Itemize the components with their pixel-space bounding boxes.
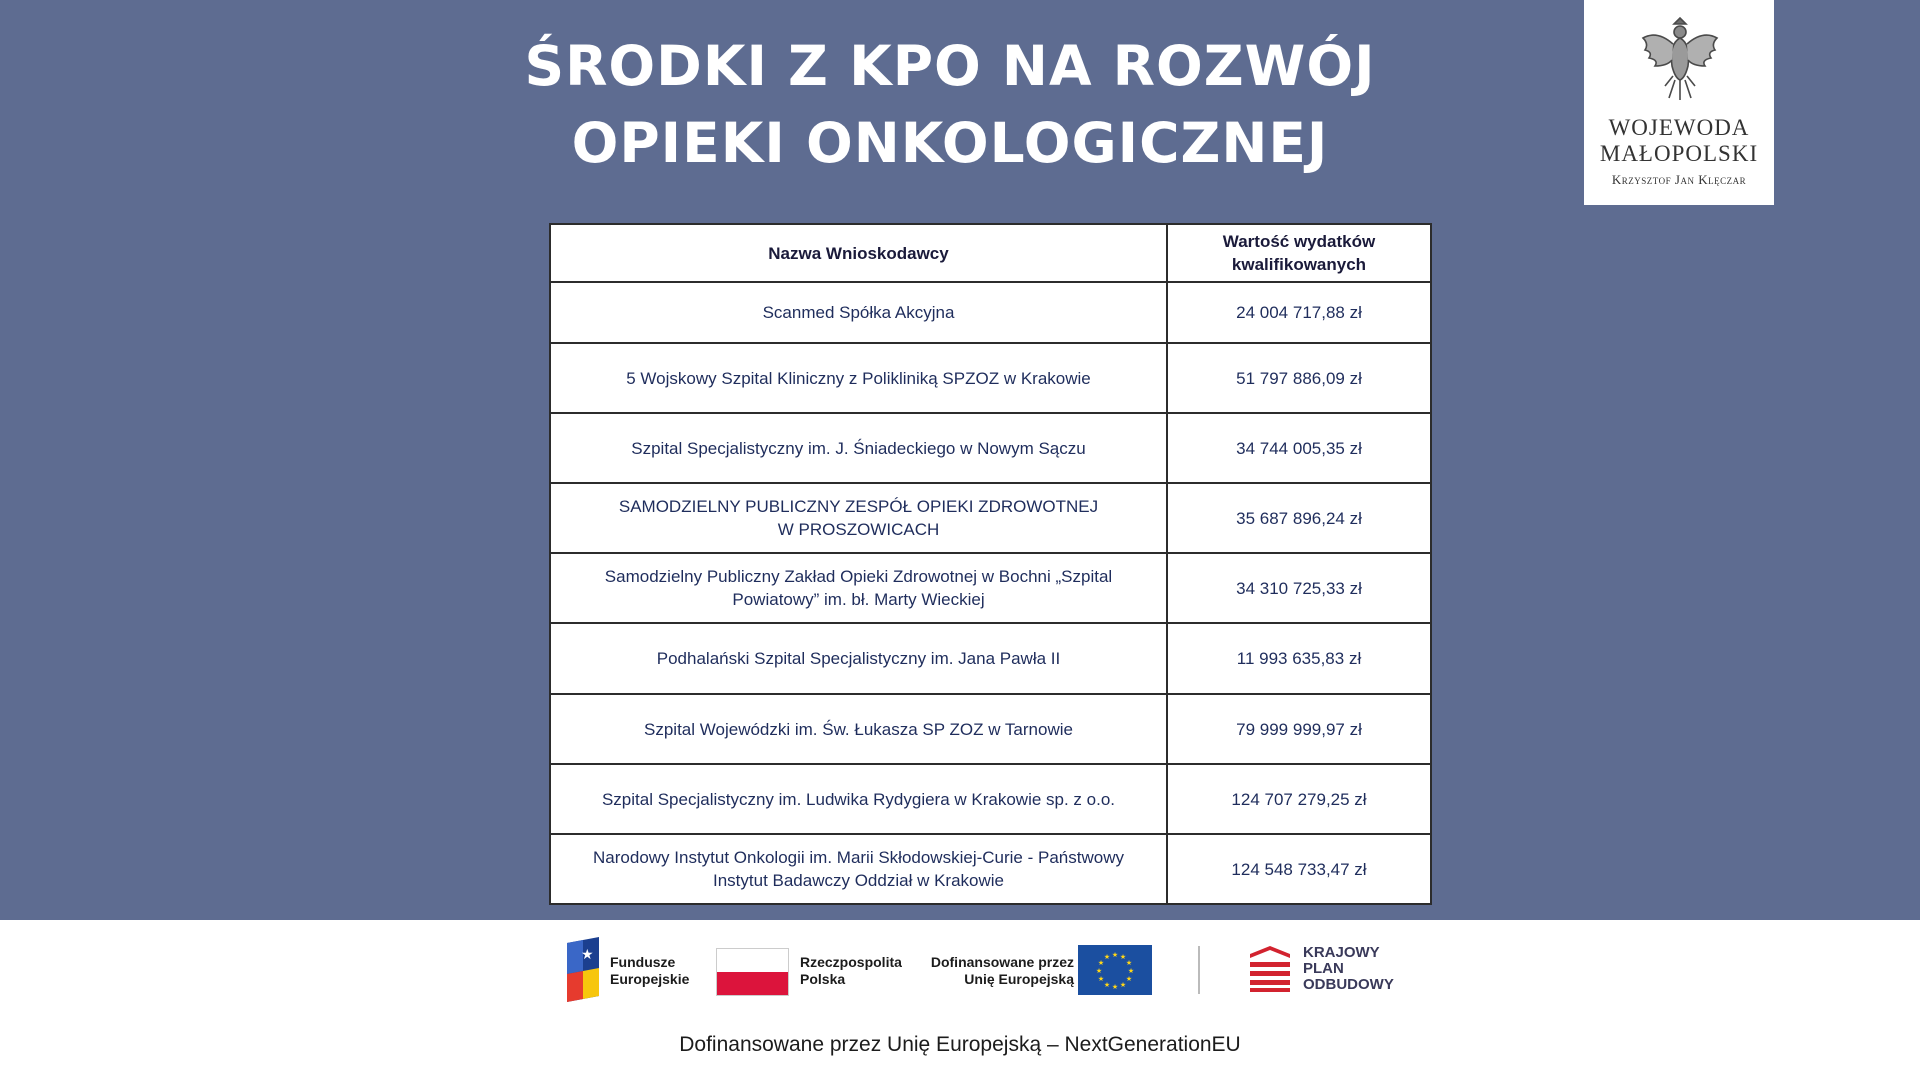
rzeczpospolita-polska-text: Rzeczpospolita Polska — [800, 954, 902, 987]
eu-funded-text: Dofinansowane przez Unię Europejską — [930, 954, 1074, 987]
svg-text:★: ★ — [1097, 959, 1105, 967]
svg-text:★: ★ — [1119, 953, 1127, 961]
logo-line-2: MAŁOPOLSKI — [1599, 141, 1759, 166]
applicant-name: Podhalański Szpital Specjalistyczny im. Jana Pawła II — [551, 624, 1168, 693]
title-line-1: ŚRODKI Z KPO NA ROZWÓJ — [524, 34, 1376, 98]
eligible-value: 51 797 886,09 zł — [1236, 368, 1362, 388]
wojewoda-logo — [1584, 0, 1774, 205]
eligible-value: 124 707 279,25 zł — [1231, 789, 1367, 809]
table-row — [551, 281, 1430, 342]
eligible-value: 34 744 005,35 zł — [1236, 438, 1362, 458]
fundusze-europejskie-icon — [563, 937, 603, 1002]
applicant-name: Szpital Specjalistyczny im. J. Śniadeckiego w Nowym Sączu — [551, 414, 1168, 482]
svg-text:★: ★ — [1103, 953, 1111, 961]
krajowy-plan-odbudowy-icon — [1246, 944, 1294, 994]
header-value: Wartość wydatków kwalifikowanych — [1222, 232, 1376, 274]
header-applicant: Nazwa Wnioskodawcy — [551, 225, 1168, 281]
svg-text:★: ★ — [1111, 951, 1119, 959]
kpo-text: KRAJOWY PLAN ODBUDOWY — [1303, 944, 1394, 993]
table-row — [551, 552, 1430, 622]
table-row — [551, 342, 1430, 412]
table-row — [551, 693, 1430, 763]
svg-text:★: ★ — [1095, 967, 1103, 975]
svg-text:★: ★ — [1119, 981, 1127, 989]
svg-text:★: ★ — [581, 947, 594, 963]
eligible-value: 11 993 635,83 zł — [1236, 649, 1362, 668]
table-row — [551, 622, 1430, 693]
eligible-value: 35 687 896,24 zł — [1236, 508, 1362, 528]
svg-text:★: ★ — [1127, 967, 1135, 975]
fundusze-europejskie-text: Fundusze Europejskie — [610, 954, 690, 987]
applicant-name: Samodzielny Publiczny Zakład Opieki Zdrowotnej w Bochni „Szpital Powiatowy” im. bł. Marty Wieckiej — [551, 554, 1168, 622]
applicant-name: Scanmed Spółka Akcyjna — [551, 283, 1168, 342]
eu-flag-icon — [1078, 945, 1152, 995]
table-row — [551, 763, 1430, 833]
eligible-value: 24 004 717,88 zł — [1236, 303, 1362, 322]
table-row — [551, 412, 1430, 482]
logo-line-1: WOJEWODA — [1608, 115, 1750, 140]
eligible-value: 79 999 999,97 zł — [1236, 719, 1362, 739]
table-header-row — [551, 225, 1430, 281]
eligible-value: 34 310 725,33 zł — [1236, 578, 1362, 598]
applicant-name: Narodowy Instytut Onkologii im. Marii Skłodowskiej-Curie - Państwowy Instytut Badawczy Oddział w Krakowie — [551, 835, 1168, 903]
applicant-name: SAMODZIELNY PUBLICZNY ZESPÓŁ OPIEKI ZDROWOTNEJ W PROSZOWICACH — [551, 484, 1168, 552]
slide-title — [400, 28, 1500, 182]
svg-text:★: ★ — [1111, 983, 1119, 991]
table-row — [551, 833, 1430, 903]
svg-text:★: ★ — [1103, 981, 1111, 989]
svg-text:★: ★ — [1097, 975, 1105, 983]
applicant-name: 5 Wojskowy Szpital Kliniczny z Polikliniką SPZOZ w Krakowie — [551, 344, 1168, 412]
footer-caption: Dofinansowane przez Unię Europejską – NextGenerationEU — [679, 1033, 1241, 1056]
funding-table — [549, 223, 1432, 905]
table-row — [551, 482, 1430, 552]
polish-flag-icon — [716, 948, 789, 996]
title-line-2: OPIEKI ONKOLOGICZNEJ — [571, 111, 1329, 175]
applicant-name: Szpital Specjalistyczny im. Ludwika Rydygiera w Krakowie sp. z o.o. — [551, 765, 1168, 833]
logo-divider — [1198, 946, 1200, 994]
eagle-emblem-icon — [1639, 14, 1721, 102]
applicant-name: Szpital Wojewódzki im. Św. Łukasza SP ZOZ w Tarnowie — [551, 695, 1168, 763]
eligible-value: 124 548 733,47 zł — [1231, 859, 1367, 879]
svg-text:★: ★ — [1125, 959, 1133, 967]
svg-text:★: ★ — [1125, 975, 1133, 983]
logo-line-3: Krzysztof Jan Klęczar — [1611, 172, 1747, 187]
